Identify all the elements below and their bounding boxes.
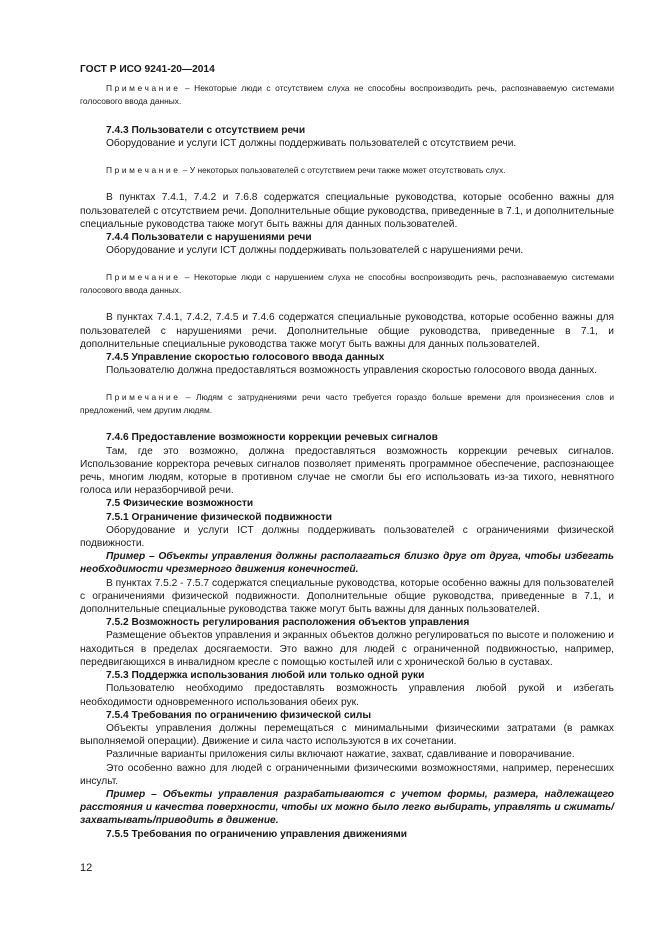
section-heading: 7.5.4 Требования по ограничению физической силы — [106, 709, 372, 721]
section-heading: 7.4.6 Предоставление возможности коррекции речевых сигналов — [106, 432, 438, 444]
section-heading: 7.5.5 Требования по ограничению управления движениями — [106, 828, 408, 840]
paragraph: В пунктах 7.4.1, 7.4.2, 7.4.5 и 7.4.6 содержатся специальные руководства, которые особенно важны для пользователей с нарушениями речи. Дополнительные общие руководства, приведенные в 7.1, и дополнительные специальные руководства также могут быть важны для данных пользователей. — [80, 312, 614, 350]
note-label: Примечание — [106, 165, 181, 176]
section-heading: 7.4.3 Пользователи с отсутствием речи — [106, 125, 306, 136]
section-heading: 7.5.2 Возможность регулирования расположения объектов управления — [106, 617, 470, 629]
paragraph: Там, где это возможно, должна предоставляться возможность коррекции речевых сигналов. Использование корректора речевых сигналов позволяет применять программное обеспечение, распознающее речь, многим людям, которые в противном случае не смогли бы его использовать из-за тихого, невнятного голоса или неразборчивой речи. — [80, 445, 614, 497]
paragraph: Оборудование и услуги ICT должны поддерживать пользователей с нарушениями речи. — [106, 245, 524, 257]
page-number: 12 — [80, 862, 93, 874]
note — [80, 82, 614, 108]
note-text: – Людям с затруднениями речи часто требуется гораздо больше времени для произнесения слов и предложений, чем другим людям. — [80, 392, 614, 416]
document-body — [80, 82, 614, 841]
paragraph: Это особенно важно для людей с ограниченными физическими возможностями, например, перенесших инсульт. — [80, 762, 614, 787]
note-text: – Некоторые люди с нарушением слуха не способны воспроизводить речь, распознаваемую системами голосового ввода данных. — [80, 272, 614, 296]
note — [80, 271, 614, 297]
paragraph: Оборудование и услуги ICT должны поддерживать пользователей с ограничениями физической подвижности. — [80, 524, 614, 550]
paragraph: Объекты управления должны перемещаться с минимальными физическими затратами (в рамках выполняемой операции). Движение и сила часто используются в их сочетании. — [80, 722, 614, 748]
paragraph: Пользователю должна предоставляться возможность управления скоростью голосового ввода данных. — [106, 365, 597, 377]
paragraph: Оборудование и услуги ICT должны поддерживать пользователей с отсутствием речи. — [106, 138, 517, 150]
example: Пример – Объекты управления разрабатываются с учетом формы, размера, надлежащего расстояния и качества поверхности, чтобы их можно было легко выбирать, управлять и сжимать/захватывать/приводить в движение. — [80, 788, 614, 827]
paragraph: Различные варианты приложения силы включают нажатие, захват, сдавливание и поворачивание. — [106, 749, 575, 761]
page-header: ГОСТ Р ИСО 9241-20—2014 — [80, 64, 215, 75]
section-heading: 7.5 Физические возможности — [106, 498, 254, 510]
note-text: – У некоторых пользователей с отсутствием речи также может отсутствовать слух. — [180, 165, 506, 176]
section-heading: 7.4.5 Управление скоростью голосового ввода данных — [106, 352, 385, 364]
section-heading: 7.4.4 Пользователи с нарушениями речи — [106, 232, 312, 244]
note-text: – Некоторые люди с отсутствием слуха не способны воспроизводить речь, распознаваемую системами голосового ввода данных. — [80, 83, 614, 106]
paragraph: Размещение объектов управления и экранных объектов должно регулироваться по высоте и положению и находиться в пределах досягаемости. Это важно для людей с ограниченной подвижностью, например, передвигающихся в инвалидном кресле с помощью костылей или с хронической болью в суставах. — [80, 630, 614, 668]
note-label: Примечание — [106, 83, 181, 93]
note — [80, 164, 614, 177]
section-heading: 7.5.1 Ограничение физической подвижности — [106, 511, 332, 523]
section-heading: 7.5.3 Поддержка использования любой или только одной руки — [106, 670, 425, 682]
example: Пример – Объекты управления должны располагаться близко друг от друга, чтобы избегать необходимости чрезмерного движения конечностей. — [80, 551, 614, 576]
note-label: Примечание — [106, 272, 181, 283]
paragraph: Пользователю необходимо предоставлять возможность управления любой рукой и избегать необходимости одновременного использования обеих рук. — [80, 683, 614, 708]
note — [80, 391, 614, 417]
paragraph: В пунктах 7.5.2 - 7.5.7 содержатся специальные руководства, которые особенно важны для пользователей с ограничениями физической подвижности. Дополнительные общие руководства, приведенные в 7.1, и дополнительные специальные руководства также могут быть важны для данных пользователей. — [80, 577, 614, 616]
note-label: Примечание — [106, 392, 181, 403]
paragraph: В пунктах 7.4.1, 7.4.2 и 7.6.8 содержатся специальные руководства, которые особенно важны для пользователей с отсутствием речи. Дополнительные общие руководства, приведенные в 7.1, и дополнительные специальные руководства также могут быть важны для данных пользователей. — [80, 192, 614, 230]
